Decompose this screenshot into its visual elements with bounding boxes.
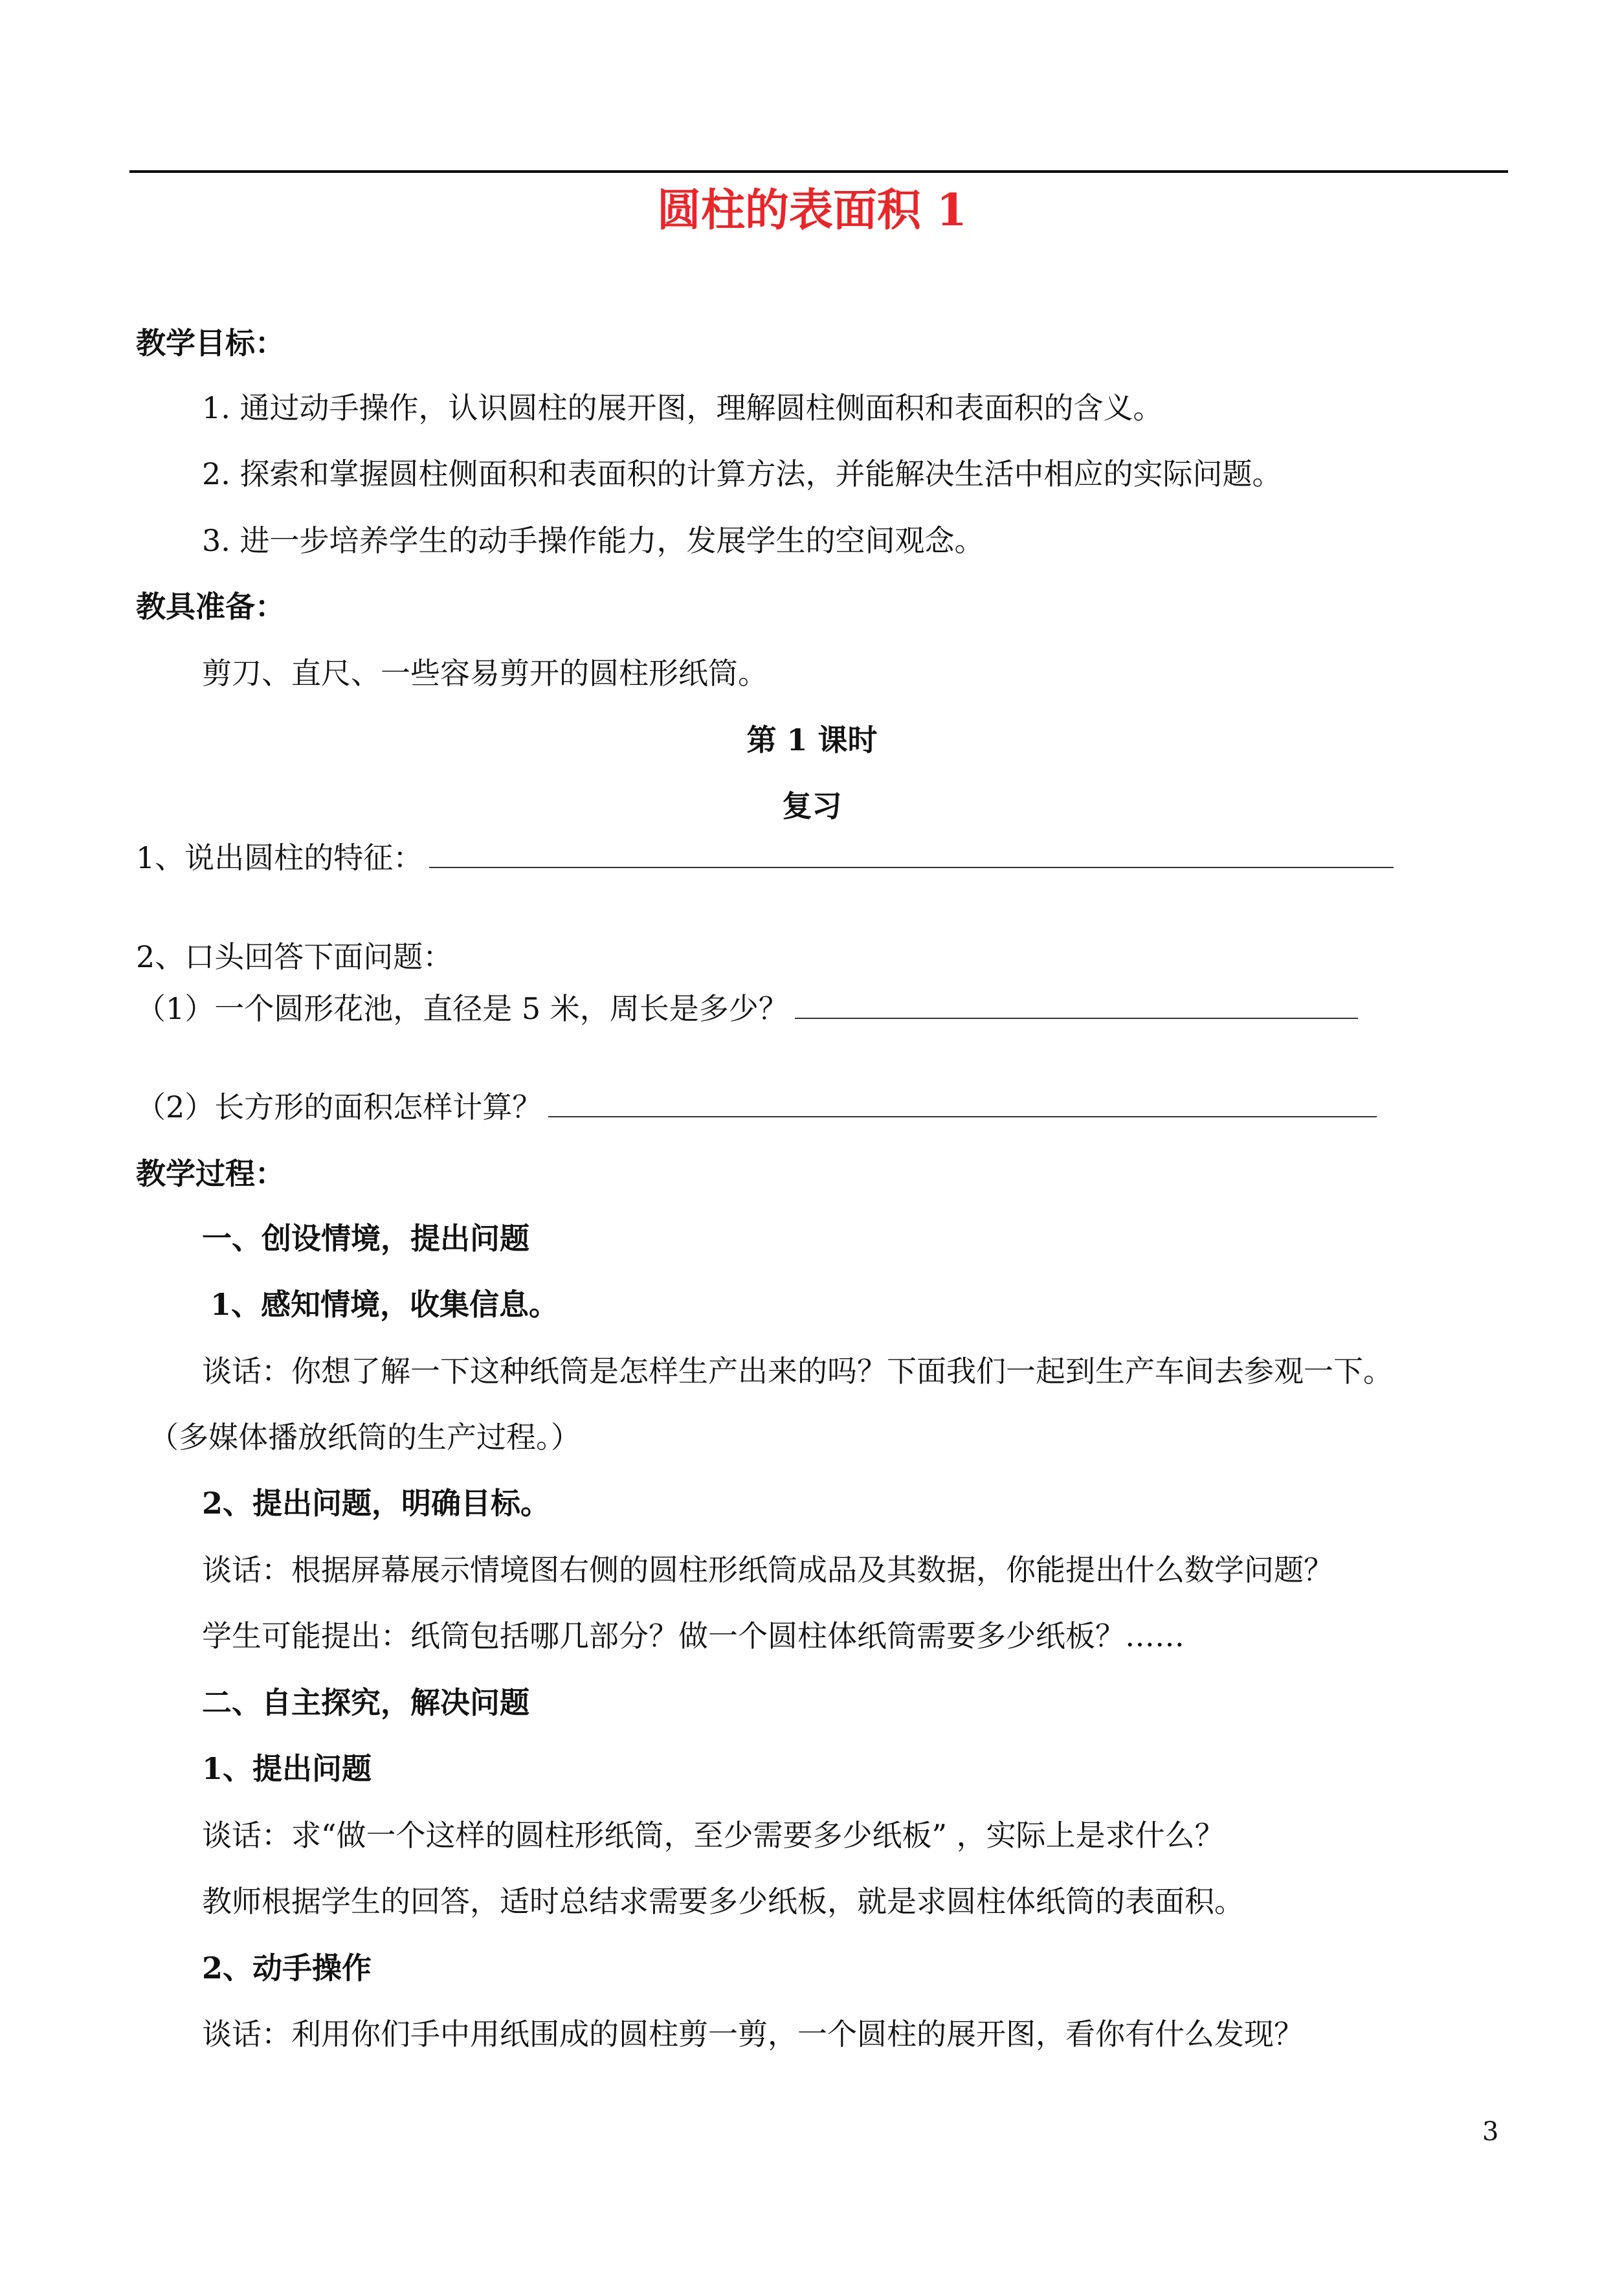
objective-item-1: 1. 通过动手操作，认识圆柱的展开图，理解圆柱侧面积和表面积的含义。 (202, 390, 1163, 425)
review-question-2a (136, 989, 1358, 1028)
talk-1b: （多媒体播放纸筒的生产过程。） (149, 1420, 581, 1455)
sub-2-heading: 2、动手操作 (202, 1951, 372, 1985)
talk-2: 谈话：根据屏幕展示情境图右侧的圆柱形纸筒成品及其数据，你能提出什么数学问题？ (202, 1552, 1333, 1587)
part-1-heading: 一、创设情境，提出问题 (202, 1221, 529, 1256)
review-question-2b-label: （2）长方形的面积怎样计算？ (136, 1090, 542, 1124)
materials-heading: 教具准备： (136, 589, 285, 624)
review-question-1-label: 1、说出圆柱的特征： (136, 840, 423, 875)
page-title: 圆柱的表面积 1 (657, 185, 967, 236)
sub-1-heading: 1、提出问题 (202, 1751, 372, 1786)
part-2-heading: 二、自主探究，解决问题 (202, 1685, 529, 1720)
page-number: 3 (1482, 2117, 1499, 2147)
review-question-1 (136, 838, 1394, 877)
answer-blank-1[interactable] (429, 867, 1394, 868)
review-question-2: 2、口头回答下面问题： (136, 939, 453, 974)
header-rule (129, 170, 1508, 173)
student-response: 学生可能提出：纸筒包括哪几部分？做一个圆柱体纸筒需要多少纸板？…… (202, 1618, 1185, 1653)
review-question-2b (136, 1088, 1377, 1126)
step-1-heading: 1、感知情境，收集信息。 (210, 1287, 559, 1322)
objective-item-2: 2. 探索和掌握圆柱侧面积和表面积的计算方法，并能解决生活中相应的实际问题。 (202, 456, 1282, 491)
review-question-2a-label: （1）一个圆形花池，直径是 5 米，周长是多少？ (136, 991, 788, 1026)
answer-blank-2a[interactable] (795, 1018, 1358, 1019)
objective-item-3: 3. 进一步培养学生的动手操作能力，发展学生的空间观念。 (202, 523, 984, 558)
review-heading: 复习 (782, 789, 842, 823)
teacher-summary: 教师根据学生的回答，适时总结求需要多少纸板，就是求圆柱体纸筒的表面积。 (202, 1884, 1244, 1919)
talk-3: 谈话：求“做一个这样的圆柱形纸筒，至少需要多少纸板” ，实际上是求什么？ (202, 1818, 1225, 1853)
talk-1a: 谈话：你想了解一下这种纸筒是怎样生产出来的吗？下面我们一起到生产车间去参观一下。 (202, 1354, 1393, 1389)
process-heading: 教学过程： (136, 1156, 285, 1191)
objectives-heading: 教学目标： (136, 326, 285, 361)
lesson-period: 第 1 课时 (746, 722, 878, 757)
materials-text: 剪刀、直尺、一些容易剪开的圆柱形纸筒。 (202, 656, 768, 691)
talk-4: 谈话：利用你们手中用纸围成的圆柱剪一剪，一个圆柱的展开图，看你有什么发现？ (202, 2017, 1304, 2052)
answer-blank-2b[interactable] (548, 1116, 1377, 1117)
step-2-heading: 2、提出问题，明确目标。 (202, 1486, 551, 1521)
